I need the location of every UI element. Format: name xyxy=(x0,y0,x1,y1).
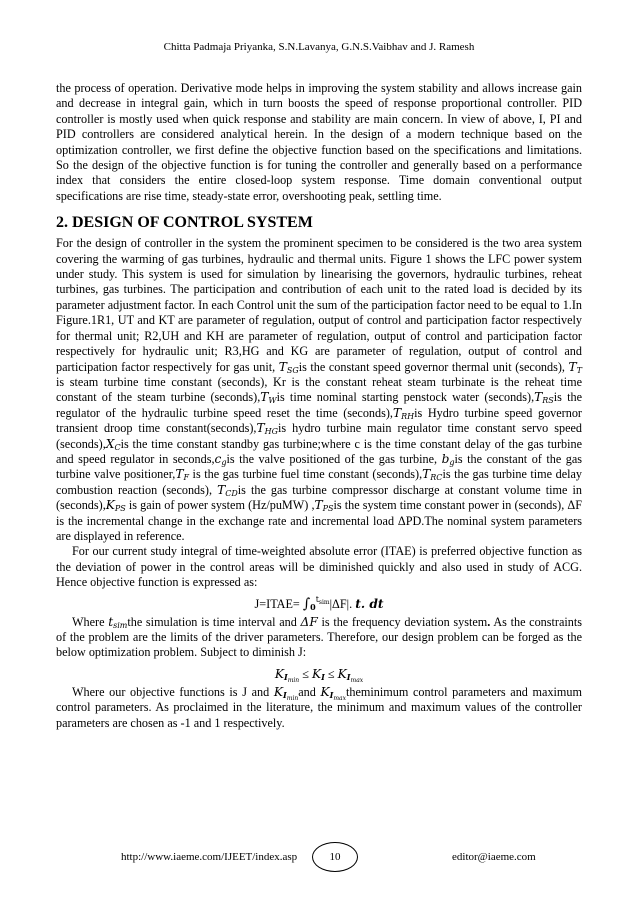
math-symbol: $K_{I_{max}}$ xyxy=(320,684,347,702)
math-symbol: $T_F$ xyxy=(175,467,190,483)
k-param: $K_I$ xyxy=(311,666,325,682)
le-operator: ≤ xyxy=(324,666,338,681)
equation-body: |ΔF|. xyxy=(329,596,356,611)
equation-tail: t. dt xyxy=(355,596,384,611)
math-symbol: $T_{RC}$ xyxy=(422,467,443,483)
text-run: Where xyxy=(72,614,109,629)
text-run: . xyxy=(487,614,491,629)
text-run: For the design of controller in the system the prominent specimen to be considered is the two area system covering the warming of gas turbines, hydraulic and thermal units. Figure 1 shows the LFC power system under study. This system is used for simulation by linearising the governors, hydraulic turbines, reheat turbines, gas turbines. The participation and contribution of each unit to the rated load is decided by its parameter adjustment factor. In each Control unit the sum of the participation factor need to be equal to 1.In Figure.1R1, UT and KT are parameter of regulation, output of control and participation factor respectively for thermal unit; R2,UH and KH are parameter of regulation, output of control and participation factor respectively for hydraulic unit; R3,HG and KG are parameter of regulation, output of control and participation factor respectively for gas unit, xyxy=(56,236,582,374)
section-paragraph-2: For our current study integral of time-weighted absolute error (ITAE) is preferred objective function as the deviation of power in the control areas will be diminished quickly and also used in study of ACG. Hence objective function is expressed as: xyxy=(56,544,582,590)
text-run: is the constant speed governor thermal unit (seconds), xyxy=(298,359,569,374)
math-symbol: $T_W$ xyxy=(260,390,277,406)
math-symbol: $T_{RS}$ xyxy=(534,390,554,406)
text-run: is the frequency deviation system xyxy=(317,614,488,629)
equation-lhs: J=ITAE= xyxy=(254,596,303,611)
constraint-equation xyxy=(56,665,582,683)
text-run: Where our objective functions is J and xyxy=(72,684,274,699)
math-symbol: $T_T$ xyxy=(568,359,583,375)
section-paragraph-4 xyxy=(56,685,582,731)
math-symbol: $b_g$ xyxy=(441,451,455,467)
text-run: is the gas turbine compressor discharge at constant volume time in (seconds), xyxy=(56,482,582,513)
intro-paragraph: the process of operation. Derivative mode helps in improving the system stability and allows increase gain and decrease in integral gain, which in turn boosts the speed of response proportional controller. PID controller is mostly used when quick response and stability are main concern. In view of above, I, PI and PID controllers are considered analytical herein. In the design of a modern technique based on the optimization controller, we first define the objective function based on the specifications and limitations. So the design of the objective function is for tuning the controller and generally based on a performance index that considers the entire closed-loop system response. Time domain conventional output specifications are rise time, steady-state error, overshooting peak, settling time. xyxy=(56,81,582,203)
running-header: Chitta Padmaja Priyanka, S.N.Lavanya, G.N.S.Vaibhav and J. Ramesh xyxy=(163,41,475,53)
article-body xyxy=(56,81,582,731)
text-run: theminimum control parameters and maximum control parameters. As proclaimed in the literature, the minimum and maximum values of the controller parameters are chosen as -1 and 1 respectively. xyxy=(56,684,582,730)
math-symbol: $T_{SG}$ xyxy=(278,359,299,375)
text-run: is the gas turbine fuel time constant (seconds), xyxy=(189,467,423,482)
text-run: is the constant of the gas turbine valve positioner, xyxy=(56,451,583,482)
text-run: is the system time constant power in (seconds), ΔF is the incremental change in the exchange rate and incremental load ΔPD.The nominal system parameters are displayed in reference. xyxy=(56,498,582,543)
text-run: is steam turbine time constant (seconds), Kr is the constant reheat steam turbinate is the reheat time constant of the steam turbine (seconds), xyxy=(56,374,582,405)
section-heading: 2. DESIGN OF CONTROL SYSTEM xyxy=(56,214,313,232)
text-run: is the gas turbine time delay combustion reaction (seconds), xyxy=(56,467,583,497)
math-symbol: $K_{PS}$ xyxy=(105,498,126,514)
text-run: is Hydro turbine speed governor transient droop time constant(seconds), xyxy=(56,405,582,436)
section-paragraph-1 xyxy=(56,236,582,544)
text-run: is hydro turbine main regulator time constant servo speed (seconds), xyxy=(56,421,582,451)
journal-link[interactable]: http://www.iaeme.com/IJEET/index.asp xyxy=(121,851,298,863)
text-run: is the regulator of the hydraulic turbine speed reset the time (seconds), xyxy=(56,390,582,420)
math-symbol: $T_{RH}$ xyxy=(392,405,415,421)
math-symbol: $T_{CD}$ xyxy=(217,482,238,498)
section-paragraph-3 xyxy=(56,615,582,661)
text-run: the simulation is time interval and xyxy=(127,614,301,629)
integral-sign: $\int_0^{t_{sim}}$ xyxy=(302,594,330,612)
text-run: and xyxy=(298,684,321,699)
text-run: is the time constant standby gas turbine;where c is the time constant delay of the gas turbine and speed regulator in seconds, xyxy=(56,436,582,466)
math-symbol: $t_{sim}$ xyxy=(108,614,128,630)
math-symbol: $T_{HG}$ xyxy=(256,421,278,437)
math-symbol: $c_g$ xyxy=(214,451,227,467)
math-symbol: $T_{PS}$ xyxy=(314,498,334,514)
math-symbol: $X_C$ xyxy=(105,436,121,452)
text-run: is gain of power system (Hz/puMW) , xyxy=(125,498,315,513)
text-run: As the constraints of the problem are the limits of the driver parameters. Therefore, our design problem can be forged as the below optimization problem. Subject to diminish J: xyxy=(56,614,582,660)
text-run: is time nominal starting penstock water (seconds), xyxy=(276,390,535,405)
k-max: $K_{I_{max}}$ xyxy=(337,666,364,684)
editor-email[interactable]: editor@iaeme.com xyxy=(452,851,536,863)
text-run: is the valve positioned of the gas turbine, xyxy=(226,451,442,466)
math-symbol: $K_{I_{min}}$ xyxy=(273,684,299,702)
page-number: 10 xyxy=(312,842,358,872)
le-operator: ≤ xyxy=(299,666,312,681)
k-min: $K_{I_{min}}$ xyxy=(274,666,300,684)
math-symbol: ΔF xyxy=(300,614,318,629)
itae-equation xyxy=(56,595,582,613)
page-footer xyxy=(0,842,638,872)
